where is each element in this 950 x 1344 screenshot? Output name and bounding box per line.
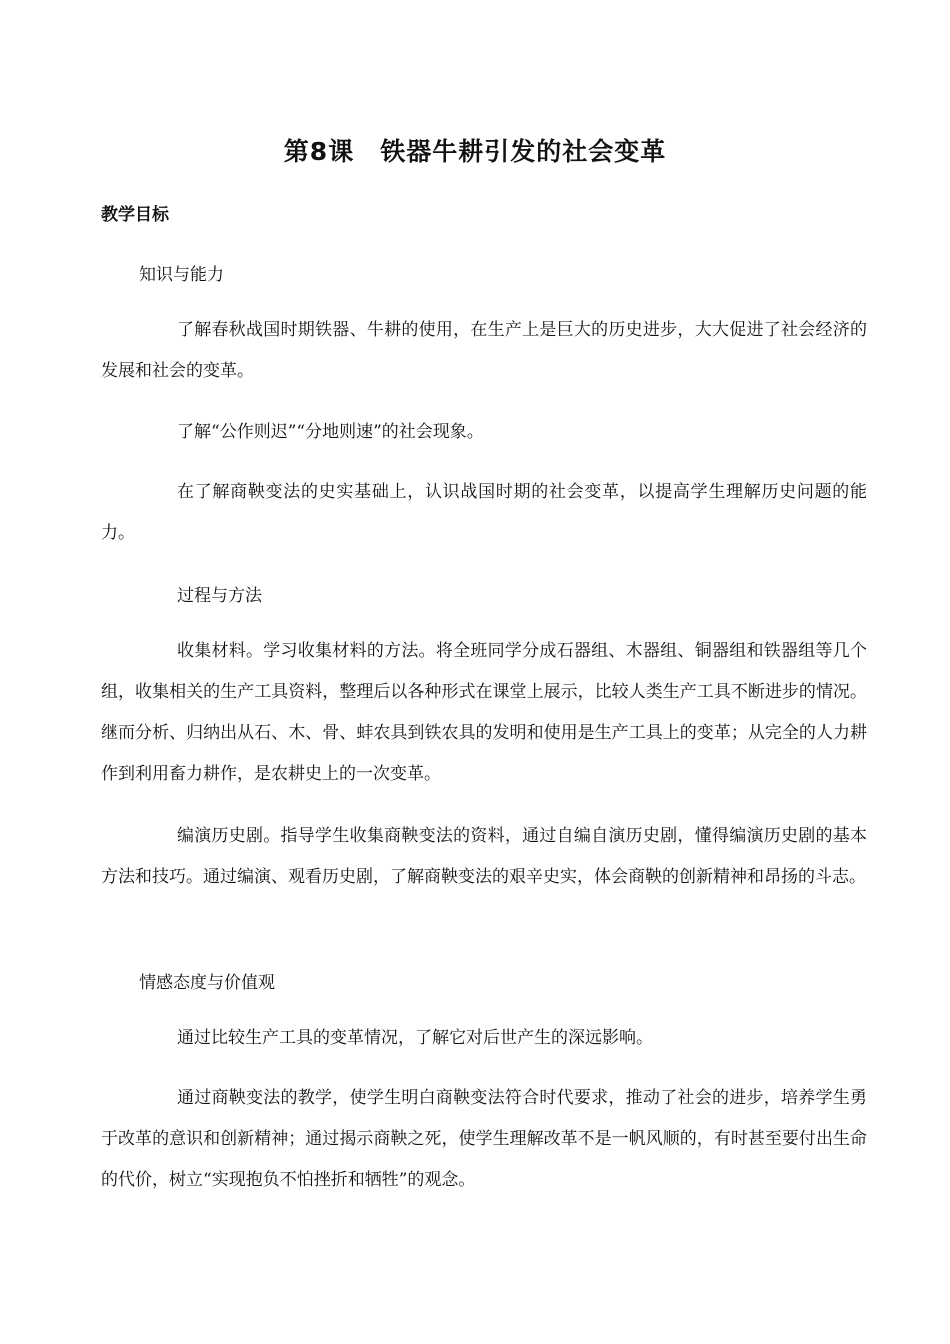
subheading-emotion-values: 情感态度与价值观	[139, 973, 275, 993]
section-heading-teaching-goals: 教学目标	[101, 205, 169, 225]
subheading-process-method: 过程与方法	[177, 586, 262, 606]
paragraph-knowledge-2: 了解“公作则迟”“分地则速”的社会现象。	[177, 422, 484, 442]
paragraph-knowledge-3: 在了解商鞅变法的史实基础上，认识战国时期的社会变革，以提高学生理解历史问题的能力。	[101, 482, 867, 543]
paragraph-emotion-2: 通过商鞅变法的教学，使学生明白商鞅变法符合时代要求，推动了社会的进步，培养学生勇于改革的意识和创新精神；通过揭示商鞅之死，使学生理解改革不是一帆风顺的，有时甚至要付出生命的代价，树立“实现抱负不怕挫折和牺牲”的观念。	[101, 1088, 867, 1190]
subheading-knowledge-ability: 知识与能力	[139, 265, 224, 285]
paragraph-knowledge-1: 了解春秋战国时期铁器、牛耕的使用，在生产上是巨大的历史进步，大大促进了社会经济的发展和社会的变革。	[101, 320, 867, 381]
paragraph-emotion-1: 通过比较生产工具的变革情况，了解它对后世产生的深远影响。	[177, 1028, 653, 1048]
lesson-title: 第8课 铁器牛耕引发的社会变革	[283, 137, 667, 166]
paragraph-process-2: 编演历史剧。指导学生收集商鞅变法的资料，通过自编自演历史剧，懂得编演历史剧的基本方法和技巧。通过编演、观看历史剧，了解商鞅变法的艰辛史实，体会商鞅的创新精神和昂扬的斗志。	[101, 826, 867, 887]
paragraph-process-1: 收集材料。学习收集材料的方法。将全班同学分成石器组、木器组、铜器组和铁器组等几个组，收集相关的生产工具资料，整理后以各种形式在课堂上展示，比较人类生产工具不断进步的情况。继而分析、归纳出从石、木、骨、蚌农具到铁农具的发明和使用是生产工具上的变革；从完全的人力耕作到利用畜力耕作，是农耕史上的一次变革。	[101, 641, 867, 784]
